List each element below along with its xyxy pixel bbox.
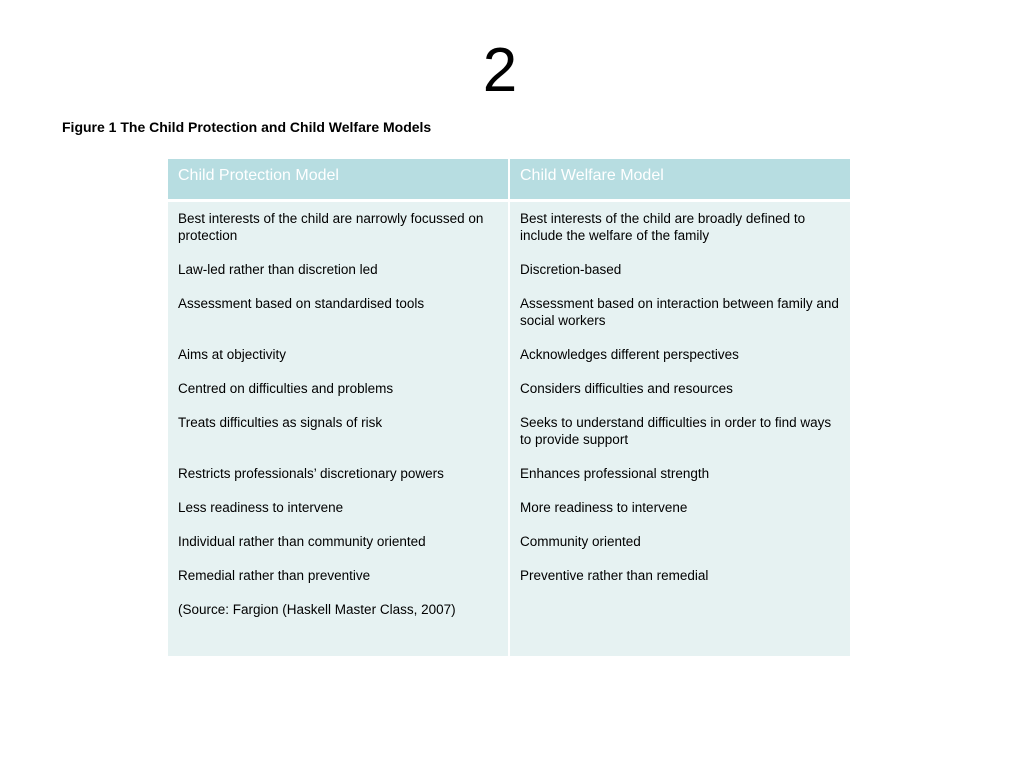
protection-item: Assessment based on standardised tools [178, 295, 425, 311]
welfare-item: Considers difficulties and resources [520, 380, 733, 396]
protection-item: Less readiness to intervene [178, 499, 344, 515]
header-child-welfare-model: Child Welfare Model [509, 159, 850, 200]
protection-item: Remedial rather than preventive [178, 567, 371, 583]
protection-item: Treats difficulties as signals of risk [178, 414, 383, 430]
welfare-item: Community oriented [520, 533, 641, 549]
welfare-item: Seeks to understand difficulties in order to find ways to provide support [520, 414, 832, 447]
child-protection-column [168, 200, 509, 656]
table-body-row [168, 200, 850, 656]
welfare-item: Best interests of the child are broadly defined to include the welfare of the family [520, 210, 806, 243]
protection-item: Centred on difficulties and problems [178, 380, 394, 396]
protection-item: Aims at objectivity [178, 346, 287, 362]
protection-item: Individual rather than community oriented [178, 533, 426, 549]
protection-item: Best interests of the child are narrowly focussed on protection [178, 210, 484, 243]
welfare-item: Preventive rather than remedial [520, 567, 709, 583]
protection-item: Restricts professionals’ discretionary powers [178, 465, 444, 481]
slide-number: 2 [482, 36, 518, 105]
models-comparison-table [168, 159, 850, 656]
protection-item: Law-led rather than discretion led [178, 261, 378, 277]
source-citation: (Source: Fargion (Haskell Master Class, 2007) [178, 601, 456, 617]
welfare-item: Discretion-based [520, 261, 622, 277]
welfare-item: Enhances professional strength [520, 465, 710, 481]
welfare-item: Acknowledges different perspectives [520, 346, 739, 362]
table-header-row [168, 159, 850, 200]
child-welfare-column [509, 200, 850, 656]
welfare-item: Assessment based on interaction between family and social workers [520, 295, 839, 328]
header-child-protection-model: Child Protection Model [168, 159, 509, 200]
welfare-item: More readiness to intervene [520, 499, 688, 515]
figure-caption: Figure 1 The Child Protection and Child Welfare Models [62, 119, 432, 135]
